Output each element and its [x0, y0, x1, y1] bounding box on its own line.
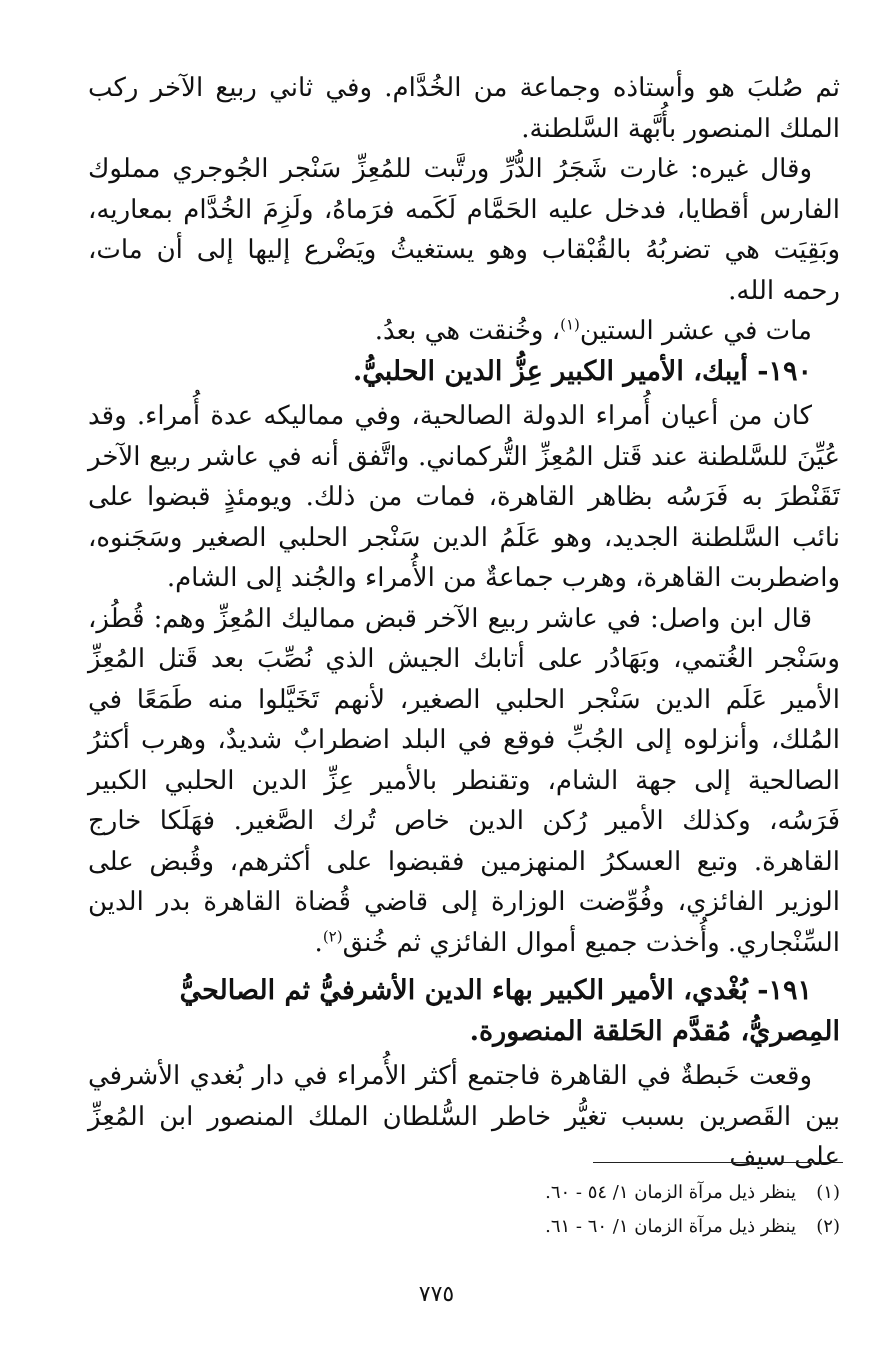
paragraph: وقعت خَبطةٌ في القاهرة فاجتمع أكثر الأُمراء في دار بُغدي الأشرفي بين القَصرين بسبب تغيُّر خاطر السُّلطان الملك المنصور ابن المُعِزِّ على سيف [88, 1061, 840, 1172]
footnote [88, 1176, 840, 1210]
paragraph: ثم صُلبَ هو وأستاذه وجماعة من الخُدَّام. وفي ثاني ربيع الآخر ركب الملك المنصور بأُبَّهة السَّلطنة. [88, 73, 840, 144]
paragraph-text: . [314, 927, 323, 958]
footnotes [88, 1176, 840, 1244]
footnote-text: ينظر ذيل مرآة الزمان ١/ ٥٤ - ٦٠. [545, 1182, 796, 1203]
page-number: ٧٧٥ [418, 1282, 455, 1307]
paragraph-text: ، وخُنقت هي بعدُ. [374, 316, 561, 346]
page-body [88, 68, 840, 1178]
footnote-ref[interactable]: (٢) [322, 926, 343, 945]
footnote [88, 1210, 840, 1244]
footnote-text: ينظر ذيل مرآة الزمان ١/ ٦٠ - ٦١. [545, 1216, 796, 1237]
entry-heading-190: ١٩٠- أيبك، الأمير الكبير عِزُّ الدين الحلبيُّ. [352, 355, 812, 387]
paragraph: كان من أعيان أُمراء الدولة الصالحية، وفي مماليكه عدة أُمراء. وقد عُيِّنَ للسَّلطنة عند قَتل المُعِزِّ التُّركماني. واتَّفق أنه في عاشر ربيع الآخر تَقَنْطرَ به فَرَسُه بظاهر القاهرة، فمات من ذلك. ويومئذٍ قبضوا على نائب السَّلطنة الجديد، وهو عَلَمُ الدين سَنْجر الحلبي الصغير وسَجَنوه، واضطربت القاهرة، وهرب جماعةٌ من الأُمراء والجُند إلى الشام. [88, 401, 840, 593]
paragraph: وقال غيره: غارت شَجَرُ الدُّرِّ ورتَّبت للمُعِزِّ سَنْجر الجُوجري مملوك الفارس أقطايا، فدخل عليه الحَمَّام لَكَمه فرَماهُ، ولَزِمَ الخُدَّام بمعاريه، وبَقِيَت هي تضربُهُ بالقُبْقاب وهو يستغيثُ ويَضْرع إليها إلى أن مات، رحمه الله. [88, 154, 840, 306]
footnote-ref[interactable]: (١) [560, 315, 580, 334]
paragraph-text: مات في عشر الستين [579, 316, 812, 346]
footnote-number: (٢) [816, 1216, 840, 1237]
footnote-number: (١) [816, 1182, 840, 1203]
paragraph [88, 311, 840, 352]
paragraph [88, 599, 840, 964]
entry-heading-191: ١٩١- بُغْدي، الأمير الكبير بهاء الدين الأشرفيُّ ثم الصالحيُّ المِصريُّ، مُقدَّم الحَلقة المنصورة. [179, 975, 840, 1047]
paragraph-text: قال ابن واصل: في عاشر ربيع الآخر قبض مماليك المُعِزِّ وهم: قُطُز، وسَنْجر الغُتمي، وبَهَادُر على أتابك الجيش الذي نُصِّبَ بعد قَتل المُعِزِّ الأمير عَلَم الدين سَنْجر الحلبي الصغير، لأنهم تَخَيَّلوا منه طَمَعًا في المُلك، وأنزلوه إلى الجُبِّ فوقع في البلد اضطرابٌ شديدٌ، وهرب أكثرُ الصالحية إلى جهة الشام، وتقنطر بالأمير عِزِّ الدين الحلبي الكبير فَرَسُه، وكذلك الأمير رُكن الدين خاص تُرك الصَّغير. فهَلَكا خارج القاهرة. وتبع العسكرُ المنهزمين فقبضوا على أكثرهم، وقُبض على الوزير الفائزي، وفُوِّضت الوزارة إلى قاضي قُضاة القاهرة بدر الدين السِّنْجاري. وأُخذت جميع أموال الفائزي ثم خُنق [88, 603, 840, 958]
footnote-divider [593, 1162, 843, 1163]
